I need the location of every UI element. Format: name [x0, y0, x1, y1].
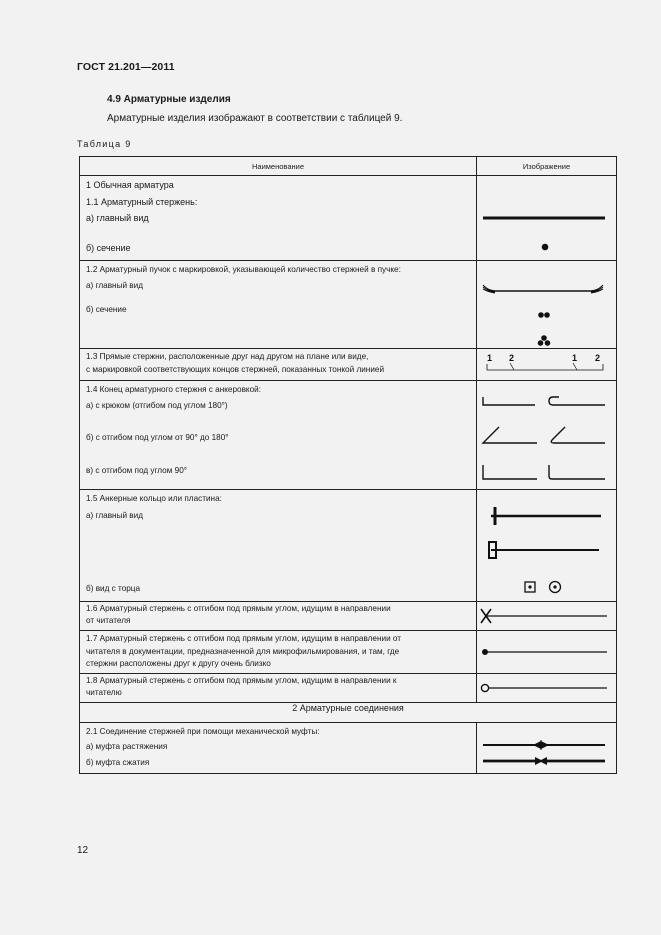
end-mark: 1: [572, 353, 578, 363]
row-text: а) муфта растяжения: [86, 742, 168, 751]
row-text: 1.3 Прямые стержни, расположенные друг над другом на плане или виде,: [86, 352, 369, 361]
row-text: с маркировкой соответствующих концов стержней, показанных тонкой линией: [86, 365, 385, 374]
row-text: а) главный вид: [86, 281, 143, 290]
column-header-image: Изображение: [477, 157, 617, 176]
end-mark: 1: [487, 353, 493, 363]
anchored-bar-end-symbols: [477, 381, 616, 489]
bar-bent-away-microfilm-symbol: [477, 631, 616, 673]
table-header-row: [80, 157, 617, 176]
table-row: [80, 176, 617, 261]
row-text: 1.5 Анкерные кольцо или пластина:: [86, 494, 222, 503]
row-text: а) с крюком (отгибом под углом 180°): [86, 401, 228, 410]
row-text: 1 Обычная арматура: [86, 180, 174, 190]
column-header-name: Наименование: [80, 157, 477, 176]
row-text: а) главный вид: [86, 511, 143, 520]
table-row: [80, 631, 617, 674]
row-text: 1.7 Арматурный стержень с отгибом под прямым углом, идущим в направлении от: [86, 634, 402, 643]
straight-bars-with-marks-symbol: [477, 349, 616, 380]
row-text: б) с отгибом под углом от 90° до 180°: [86, 433, 229, 442]
row-text: б) сечение: [86, 305, 127, 314]
row-text: 2.1 Соединение стержней при помощи механической муфты:: [86, 727, 320, 736]
end-mark: 2: [595, 353, 601, 363]
row-text: стержни расположены друг к другу очень близко: [86, 659, 271, 668]
table-section-row: [80, 703, 617, 723]
row-text: в) с отгибом под углом 90°: [86, 466, 188, 475]
row-text: от читателя: [86, 616, 131, 625]
row-text: читателю: [86, 688, 122, 697]
table-9: [79, 156, 617, 774]
doc-code: ГОСТ 21.201—2011: [77, 61, 175, 73]
row-text: 1.6 Арматурный стержень с отгибом под прямым углом, идущим в направлении: [86, 604, 391, 613]
row-text: б) сечение: [86, 243, 131, 253]
row-text: б) вид с торца: [86, 584, 141, 593]
bar-bent-toward-symbol: [477, 674, 616, 702]
end-mark: 2: [509, 353, 515, 363]
rebar-bundle-symbol: [477, 261, 616, 348]
row-text: 1.1 Арматурный стержень:: [86, 197, 198, 207]
row-text: 1.2 Арматурный пучок с маркировкой, указывающей количество стержней в пучке:: [86, 265, 401, 274]
section-intro: Арматурные изделия изображают в соответствии с таблицей 9.: [107, 113, 403, 124]
anchor-ring-plate-symbols: [477, 490, 616, 601]
bar-bent-away-symbol: [477, 602, 616, 630]
table-row: [80, 674, 617, 703]
table-row: [80, 349, 617, 381]
section-heading: 2 Арматурные соединения: [80, 703, 617, 723]
row-text: а) главный вид: [86, 213, 149, 223]
mechanical-coupling-symbols: [477, 723, 616, 773]
row-text: читателя в документации, предназначенной для микрофильмирования, и там, где: [86, 647, 400, 656]
row-text: б) муфта сжатия: [86, 758, 150, 767]
table-caption: Таблица 9: [77, 139, 132, 149]
table-row: [80, 723, 617, 774]
row-text: 1.4 Конец арматурного стержня с анкеровкой:: [86, 385, 262, 394]
row-text: 1.8 Арматурный стержень с отгибом под прямым углом, идущим в направлении к: [86, 676, 397, 685]
section-title: 4.9 Арматурные изделия: [107, 94, 231, 105]
table-row: [80, 381, 617, 490]
table-row: [80, 490, 617, 602]
table-row: [80, 602, 617, 631]
table-row: [80, 261, 617, 349]
page-number: 12: [77, 845, 89, 856]
rebar-main-view-and-section-symbol: [477, 176, 616, 260]
